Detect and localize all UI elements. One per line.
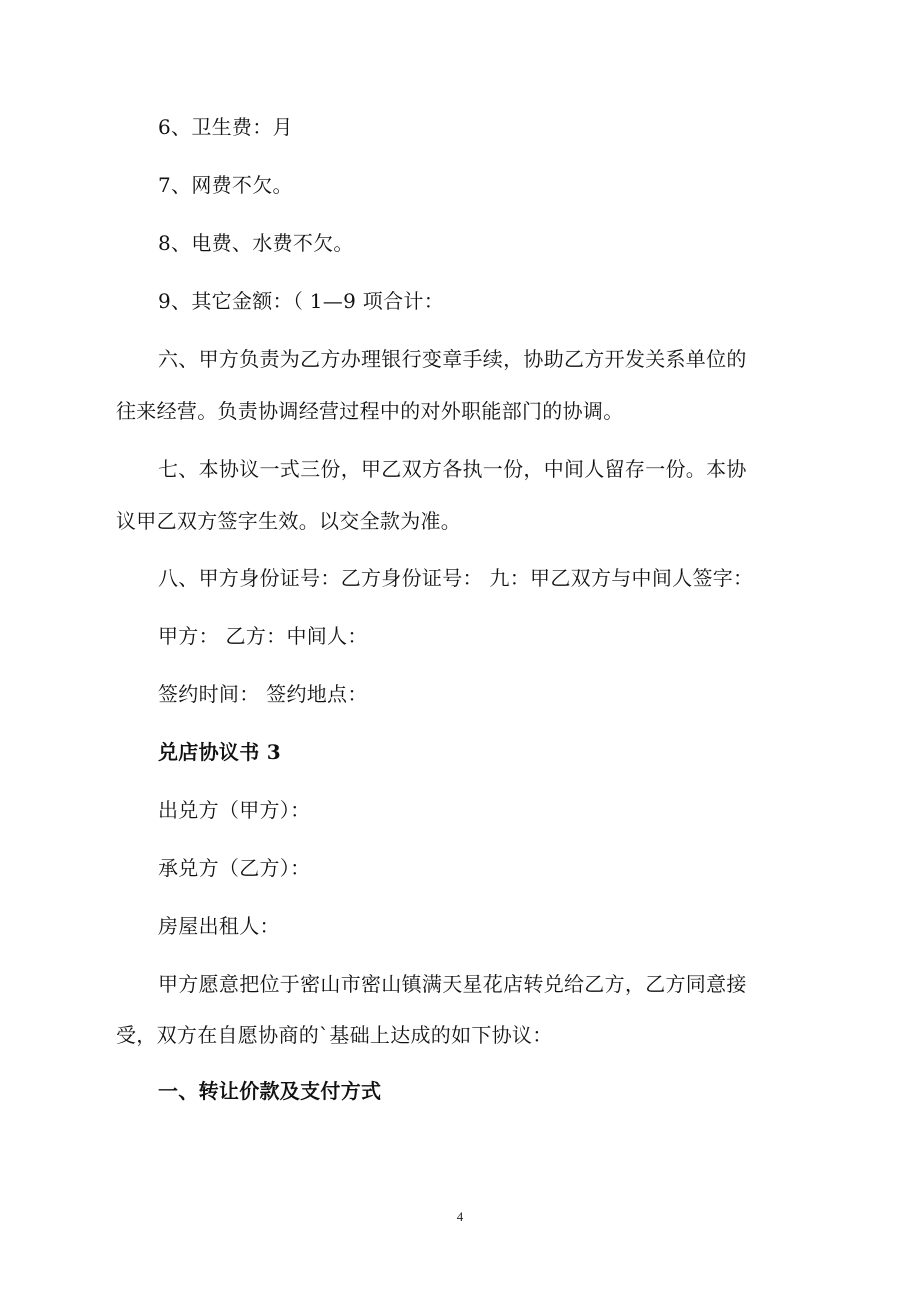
clause-8-9-id-signatures: 八、甲方身份证号：乙方身份证号： 九：甲乙双方与中间人签字： xyxy=(158,566,754,590)
item-6-sanitation-fee: 6、卫生费：月 xyxy=(158,115,293,139)
signing-time-place: 签约时间： 签约地点： xyxy=(158,682,368,706)
page-number: 4 xyxy=(456,1209,464,1224)
item-9-other-amount: 9、其它金额：（ 1—9 项合计： xyxy=(158,289,444,313)
clause-7-line-2: 议甲乙双方签字生效。以交全款为准。 xyxy=(116,509,462,533)
transferor-party-a: 出兑方（甲方）： xyxy=(158,798,311,822)
clause-7-line-1: 七、本协议一式三份，甲乙双方各执一份，中间人留存一份。本协 xyxy=(158,457,747,481)
transferee-party-b: 承兑方（乙方）： xyxy=(158,856,311,880)
section-1-heading: 一、转让价款及支付方式 xyxy=(158,1079,382,1103)
agreement-3-title: 兑店协议书 3 xyxy=(158,740,281,764)
clause-6-line-1: 六、甲方负责为乙方办理银行变章手续，协助乙方开发关系单位的 xyxy=(158,347,747,371)
preamble-line-2: 受，双方在自愿协商的`基础上达成的如下协议： xyxy=(116,1023,553,1047)
landlord-line: 房屋出租人： xyxy=(158,914,280,938)
party-signature-line: 甲方： 乙方：中间人： xyxy=(158,624,368,648)
clause-6-line-2: 往来经营。负责协调经营过程中的对外职能部门的协调。 xyxy=(116,399,624,423)
preamble-line-1: 甲方愿意把位于密山市密山镇满天星花店转兑给乙方，乙方同意接 xyxy=(158,972,747,996)
item-7-internet-fee: 7、网费不欠。 xyxy=(158,173,293,197)
item-8-utility-fees: 8、电费、水费不欠。 xyxy=(158,231,354,255)
